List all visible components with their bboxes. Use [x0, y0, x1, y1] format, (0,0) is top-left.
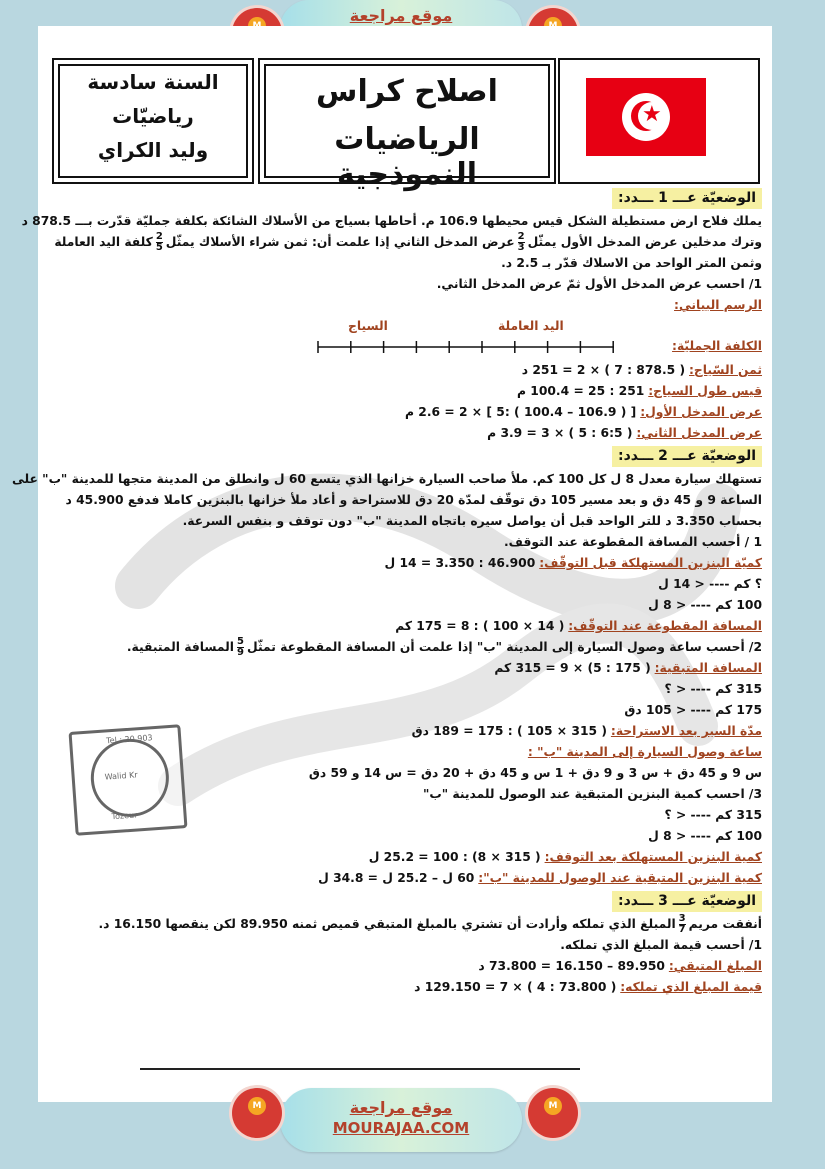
- worksheet-line: [48, 360, 762, 381]
- worksheet-line: [48, 595, 762, 616]
- fraction-denominator: 9: [237, 647, 244, 658]
- answer-label: المبلغ المتبقي:: [668, 959, 762, 973]
- paragraph-text: المبلغ الذي تملكه وأرادت أن تشتري بالمبلغ المتبقي قميص ثمنه 89.950 لكن ينقصها 16.150 د.: [98, 917, 676, 931]
- paragraph-text: بحساب 3.350 د للتر الواحد قبل أن يواصل سيره باتجاه المدينة "ب" دون توقف و بنفس السرعة.: [182, 514, 762, 528]
- site-name-en-bottom: MOURAJAA.COM: [332, 1119, 470, 1137]
- worksheet-line: [48, 402, 762, 423]
- answer-label: المسافة المتبقية:: [654, 661, 762, 675]
- site-logo-bottom-right: M: [528, 1088, 578, 1138]
- fraction: [156, 232, 163, 253]
- subject-label: رياضيّات: [112, 104, 194, 128]
- answer-label: عرض المدخل الأول:: [640, 405, 762, 419]
- worksheet-line: [48, 553, 762, 574]
- answer-label: مدّة السير بعد الاستراحة:: [610, 724, 762, 738]
- answer-label: قيمة المبلغ الذي تملكه:: [620, 980, 762, 994]
- answer-value: ( 878.5 : 7 ) × 2 = 251 د: [521, 363, 686, 377]
- rule-of-three-line: س 9 و 45 دق + س 3 و 9 دق + 1 س و 45 دق + 20 دق = س 14 و 59 دق: [308, 766, 762, 780]
- diagram-label: الكلفة الجمليّة:: [672, 339, 762, 353]
- paragraph-text: يملك فلاح ارض مستطيلة الشكل قيس محيطها 106.9 م. أحاطها بسياج من الأسلاك الشائكة بكلفة جمليّة قدّرت بـــ 878.5 د: [21, 214, 762, 228]
- bar-diagram: [48, 316, 762, 360]
- fraction: [237, 637, 244, 658]
- answer-label: عرض المدخل الثاني:: [636, 426, 762, 440]
- worksheet-line: [48, 637, 762, 658]
- answer-value: ( 6:5 : 5 ) × 3 = 3.9 م: [487, 426, 633, 440]
- rule-of-three-line: 315 كم ---- < ؟: [664, 808, 762, 822]
- worksheet-header: [52, 58, 758, 192]
- rule-of-three-line: 315 كم ---- < ؟: [664, 682, 762, 696]
- paragraph-text: تستهلك سيارة معدل 8 ل كل 100 كم. ملأ صاحب السيارة خزانها الذي يتسع 60 ل وانطلق من المدينة متجها للمدينة "ب" على: [12, 472, 762, 486]
- worksheet-line: [48, 891, 762, 912]
- worksheet-line: [48, 511, 762, 532]
- paragraph-text: وثمن المتر الواحد من الاسلاك قدّر بـ 2.5 د.: [501, 256, 762, 270]
- worksheet-line: [48, 274, 762, 295]
- fraction-denominator: 7: [678, 924, 686, 935]
- worksheet-page: [12, 26, 772, 1102]
- worksheet-line: [48, 490, 762, 511]
- worksheet-line: [48, 658, 762, 679]
- diagram-series-a: السياج: [348, 319, 388, 333]
- section-heading: الوضعيّة عـــ 1 ـــدد:: [612, 188, 762, 209]
- answer-value: ( 73.800 : 4 ) × 7 = 129.150 د: [414, 980, 617, 994]
- stamp-image: Tel : 20 903 Walid Kr Tozeur: [69, 724, 188, 836]
- worksheet-line: [48, 574, 762, 595]
- worksheet-line: [48, 679, 762, 700]
- fraction: [679, 914, 686, 935]
- title-line-1: اصلاح كراس: [316, 74, 498, 109]
- worksheet-line: [48, 956, 762, 977]
- fraction-numerator: 2: [517, 231, 525, 242]
- author-box: [52, 58, 254, 184]
- site-name-ar: موقع مراجعة: [349, 6, 453, 25]
- paragraph-text: المسافة المتبقية.: [126, 640, 235, 654]
- worksheet-body: [12, 186, 762, 998]
- answer-label: ساعة وصول السيارة إلى المدينة "ب" :: [527, 745, 762, 759]
- answer-value: ( 315 × 105 ) : 175 = 189 دق: [411, 724, 607, 738]
- fraction: [518, 232, 525, 253]
- answer-value: ( 175 : 5) × 9 = 315 كم: [494, 661, 651, 675]
- worksheet-line: [48, 847, 762, 868]
- answer-value: 89.950 – 16.150 = 73.800 د: [478, 959, 665, 973]
- rule-of-three-line: 100 كم ---- < 8 ل: [648, 598, 762, 612]
- answer-value: 60 ل – 25.2 ل = 34.8 ل: [318, 871, 475, 885]
- worksheet-line: [48, 700, 762, 721]
- worksheet-line: [48, 977, 762, 998]
- answer-value: ( 315 × 8) : 100 = 25.2 ل: [368, 850, 541, 864]
- answer-label: كميّة البنزين المستهلكة قبل التوقّف:: [539, 556, 762, 570]
- question-text: 1/ احسب عرض المدخل الأول ثمّ عرض المدخل الثاني.: [436, 277, 762, 291]
- answer-label: الرسم البياني:: [674, 298, 762, 312]
- diagram-series-b: اليد العاملة: [498, 319, 564, 333]
- worksheet-line: [21, 211, 762, 232]
- fraction-denominator: 5: [155, 242, 163, 253]
- question-text: 1/ أحسب قيمة المبلغ الذي تملكه.: [560, 938, 762, 952]
- worksheet-line: [48, 935, 762, 956]
- question-text: 1 / أحسب المسافة المقطوعة عند التوقف.: [504, 535, 762, 549]
- rule-of-three-line: ؟ كم ---- < 14 ل: [658, 577, 762, 591]
- rule-of-three-line: 175 كم ---- < 105 دق: [624, 703, 762, 717]
- answer-label: كمية البنزين المتبقية عند الوصول للمدينة "ب":: [478, 871, 762, 885]
- worksheet-line: [48, 232, 762, 253]
- flag-box: [558, 58, 760, 184]
- worksheet-line: [48, 381, 762, 402]
- paragraph-text: عرض المدخل الثاني إذا علمت أن: ثمن شراء الأسلاك يمثّل: [165, 235, 515, 249]
- worksheet-line: [48, 914, 762, 935]
- worksheet-line: [48, 188, 762, 209]
- answer-label: المسافة المقطوعة عند التوقّف:: [568, 619, 762, 633]
- paragraph-text: أنفقت مريم: [688, 917, 762, 931]
- worksheet-line: [48, 532, 762, 553]
- site-name-ar-bottom: موقع مراجعة: [349, 1098, 453, 1117]
- answer-label: كمية البنزين المستهلكة بعد التوقف:: [544, 850, 762, 864]
- worksheet-line: [48, 423, 762, 444]
- fraction-numerator: 5: [237, 636, 244, 647]
- worksheet-line: [48, 446, 762, 467]
- diagram-segments: [316, 340, 616, 354]
- site-logo-bottom-left: M: [232, 1088, 282, 1138]
- fraction-numerator: 3: [678, 913, 686, 924]
- rule-of-three-line: 100 كم ---- < 8 ل: [648, 829, 762, 843]
- title-box: [258, 58, 556, 192]
- fraction-numerator: 2: [155, 231, 163, 242]
- grade-label: السنة سادسة: [87, 70, 219, 94]
- paragraph-text: 2/ أحسب ساعة وصول السيارة إلى المدينة "ب" إذا علمت أن المسافة المقطوعة تمثّل: [246, 640, 762, 654]
- fraction-denominator: 3: [517, 242, 525, 253]
- worksheet-line: [48, 253, 762, 274]
- worksheet-line: [48, 616, 762, 637]
- paragraph-text: كلفة اليد العاملة: [54, 235, 153, 249]
- section-heading: الوضعيّة عـــ 3 ـــدد:: [612, 891, 762, 912]
- answer-value: [ ( 106.9 – 100.4 ) :5 ] × 2 = 2.6 م: [404, 405, 637, 419]
- author-name: وليد الكراي: [97, 138, 209, 162]
- answer-label: قيس طول السياج:: [648, 384, 762, 398]
- worksheet-line: [48, 295, 762, 316]
- tunisia-flag-icon: ★: [586, 78, 706, 156]
- worksheet-line: [48, 316, 762, 360]
- title-line-2: الرياضيات النموذجية: [334, 122, 480, 192]
- bottom-rule: [140, 1068, 580, 1070]
- question-text: 3/ احسب كمية البنزين المتبقية عند الوصول للمدينة "ب": [422, 787, 762, 801]
- section-heading: الوضعيّة عـــ 2 ـــدد:: [612, 446, 762, 467]
- worksheet-line: [12, 469, 762, 490]
- answer-label: ثمن السّياج:: [689, 363, 762, 377]
- answer-value: ( 14 × 100 ) : 8 = 175 كم: [395, 619, 565, 633]
- worksheet-line: [48, 868, 762, 889]
- paragraph-text: الساعة 9 و 45 دق و بعد مسير 105 دق توقّف لمدّة 20 دق للاستراحة و أعاد ملأ خزانها بالبنزين كاملا فدفع 45.900 د: [65, 493, 762, 507]
- answer-value: 46.900 : 3.350 = 14 ل: [384, 556, 536, 570]
- answer-value: 251 : 25 = 100.4 م: [516, 384, 645, 398]
- paragraph-text: وترك مدخلين عرض المدخل الأول يمثّل: [527, 235, 762, 249]
- site-banner-bottom[interactable]: [280, 1088, 522, 1152]
